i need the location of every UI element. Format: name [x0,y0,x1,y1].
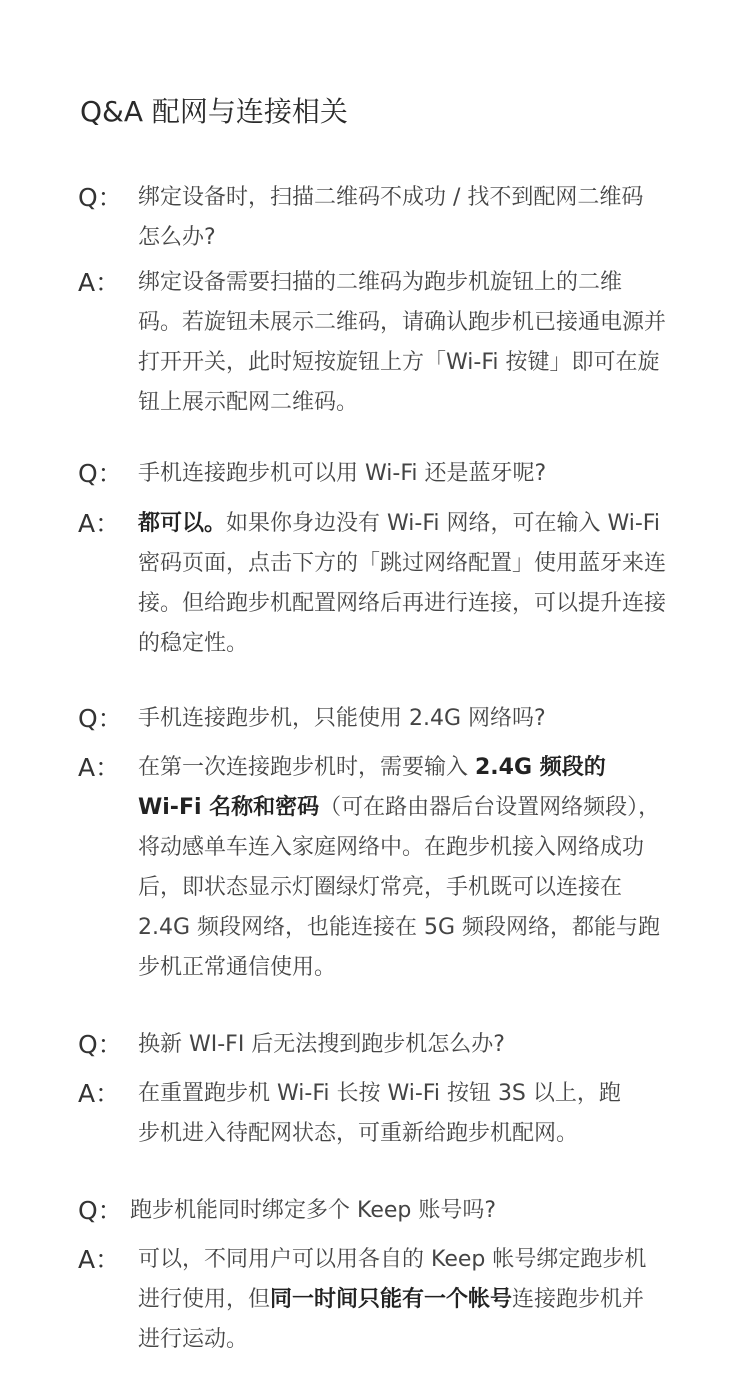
section-title: Q&A 配网与连接相关 [80,95,348,128]
answer-text: 可以，不同用户可以用各自的 Keep 帐号绑定跑步机 进行使用，但同一时间只能有一个帐号连接跑步机并 进行运动。 [138,1247,647,1352]
a-marker: A： [78,509,121,538]
a-marker: A： [78,268,121,297]
a-marker: A： [78,753,121,782]
question-text: 绑定设备时，扫描二维码不成功 / 找不到配网二维码 怎么办? [138,185,644,250]
q-marker: Q： [78,1030,123,1059]
q-marker: Q： [78,459,123,488]
question-text: 手机连接跑步机，只能使用 2.4G 网络吗? [138,706,546,731]
a-marker: A： [78,1079,121,1108]
q-marker: Q： [78,183,123,212]
q-marker: Q： [78,704,123,733]
question-text: 跑步机能同时绑定多个 Keep 账号吗? [130,1198,497,1223]
a-marker: A： [78,1245,121,1274]
question-text: 手机连接跑步机可以用 Wi-Fi 还是蓝牙呢? [138,461,547,486]
answer-text: 在第一次连接跑步机时，需要输入 2.4G 频段的 Wi-Fi 名称和密码（可在路由器后台设置网络频段）， 将动感单车连入家庭网络中。在跑步机接入网络成功 后，即状态显示灯圈绿灯常亮，手机既可以连接在 2.4G 频段网络，也能连接在 5G 频段网络，都能与跑 步机正常通信使用。 [138,755,661,980]
question-text: 换新 WI-FI 后无法搜到跑步机怎么办? [138,1032,505,1057]
q-marker: Q： [78,1196,123,1225]
answer-text: 都可以。如果你身边没有 Wi-Fi 网络，可在输入 Wi-Fi 密码页面，点击下方的「跳过网络配置」使用蓝牙来连 接。但给跑步机配置网络后再进行连接，可以提升连接 的稳定性。 [138,511,667,656]
answer-text: 在重置跑步机 Wi-Fi 长按 Wi-Fi 按钮 3S 以上，跑 步机进入待配网状态，可重新给跑步机配网。 [138,1081,621,1146]
answer-text: 绑定设备需要扫描的二维码为跑步机旋钮上的二维 码。若旋钮未展示二维码，请确认跑步机已接通电源并 打开开关，此时短按旋钮上方「Wi-Fi 按键」即可在旋 钮上展示配网二维码。 [138,270,667,415]
